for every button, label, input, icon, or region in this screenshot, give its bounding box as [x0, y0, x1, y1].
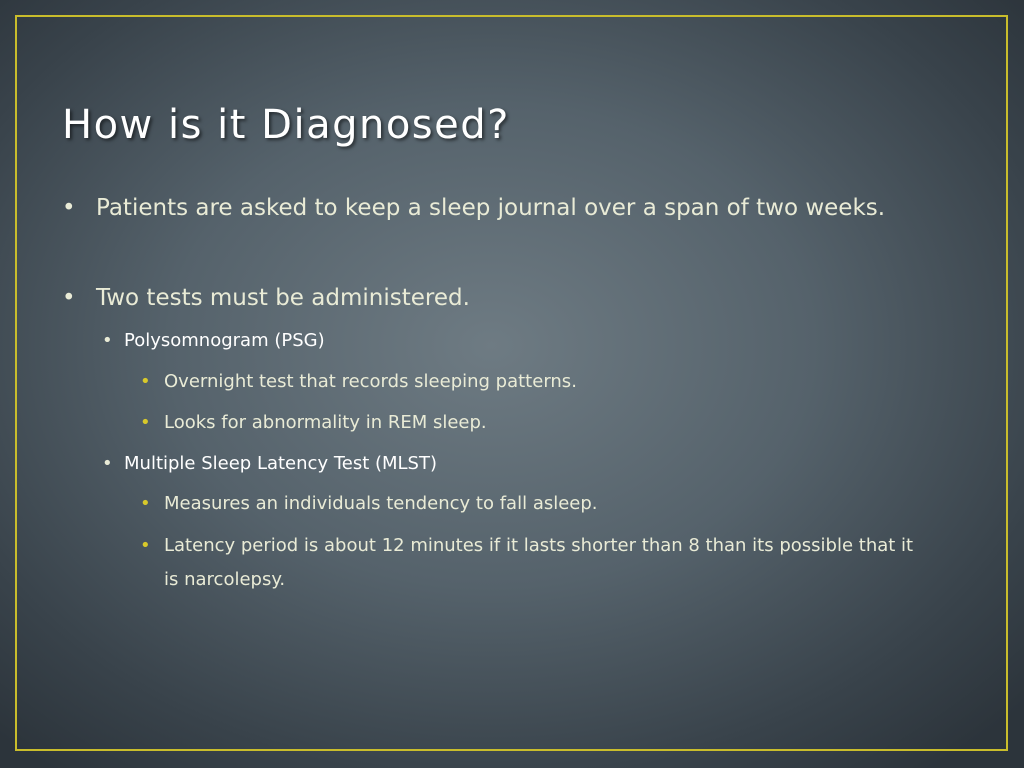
bullet-text: Polysomnogram (PSG) — [124, 330, 325, 351]
bullet-dot: • — [62, 285, 76, 311]
bullet-text: Overnight test that records sleeping patterns. — [164, 371, 577, 392]
bullet-dot: • — [140, 371, 151, 392]
bullet-latency-period — [140, 529, 930, 597]
bullet-text: Measures an individuals tendency to fall asleep. — [164, 493, 598, 514]
bullet-dot: • — [140, 412, 151, 433]
bullet-psg — [102, 326, 942, 356]
bullet-text: Looks for abnormality in REM sleep. — [164, 412, 487, 433]
bullet-dot: • — [102, 330, 113, 351]
bullet-text: Patients are asked to keep a sleep journal over a span of two weeks. — [96, 195, 886, 221]
slide-title: How is it Diagnosed? — [62, 102, 510, 148]
bullet-sleep-journal — [62, 188, 962, 228]
bullet-overnight-test — [140, 365, 930, 399]
bullet-text: Latency period is about 12 minutes if it lasts shorter than 8 than its possible that it is narcolepsy. — [164, 535, 914, 590]
bullet-dot: • — [62, 195, 76, 221]
bullet-rem-abnormality — [140, 406, 930, 440]
bullet-two-tests — [62, 278, 962, 318]
bullet-fall-asleep — [140, 487, 930, 521]
bullet-dot: • — [140, 535, 151, 556]
bullet-dot: • — [140, 493, 151, 514]
bullet-mlst — [102, 449, 942, 479]
bullet-text: Multiple Sleep Latency Test (MLST) — [124, 453, 438, 474]
bullet-dot: • — [102, 453, 113, 474]
bullet-text: Two tests must be administered. — [96, 285, 470, 311]
